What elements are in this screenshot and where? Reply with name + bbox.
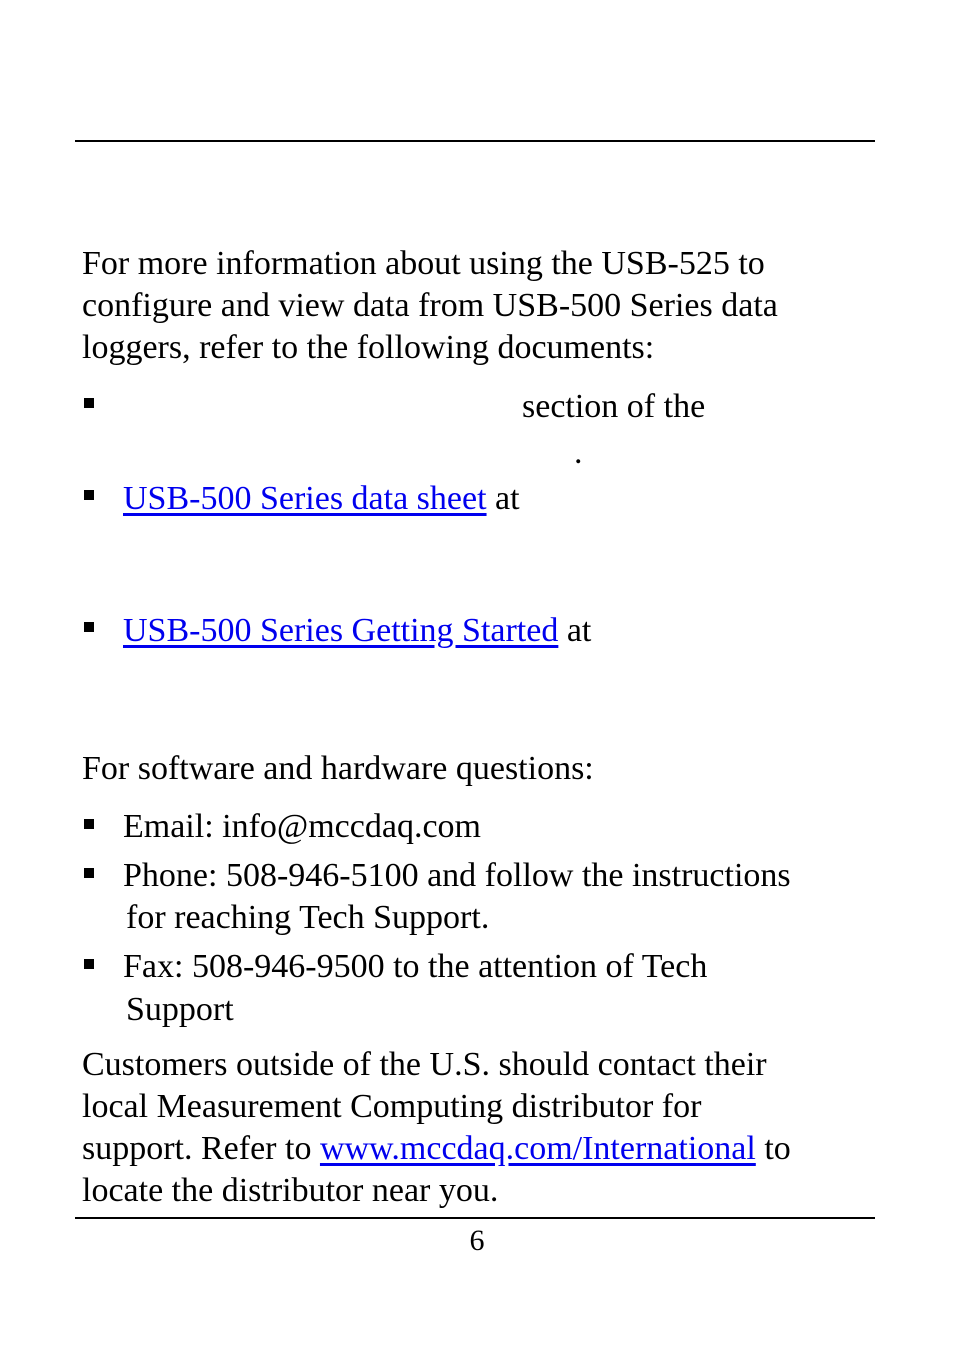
support-fax-continued: Support [126,991,234,1028]
support-phone-continued: for reaching Tech Support. [126,899,490,936]
doc-item-2 [123,478,520,520]
documents-intro-paragraph [82,243,872,369]
page-number: 6 [469,1224,485,1257]
support-email-text: Email: info@mccdaq.com [123,808,481,845]
doc-item-3-suffix: at [558,612,592,649]
bullet-icon [84,868,94,878]
doc-item-3 [123,610,591,652]
footer-rule [75,1217,875,1219]
doc-item-1-period: . [574,434,583,471]
mccdaq-international-link[interactable]: www.mccdaq.com/International [319,1130,756,1167]
support-phone [123,855,791,897]
documents-intro-text: For more information about using the USB-525 to configure and view data from USB-500 Series data loggers, refer to the following documents: [82,245,778,366]
bullet-icon [84,398,94,408]
bullet-icon [84,819,94,829]
bullet-icon [84,490,94,500]
doc-item-1-text: section of the [522,388,706,425]
support-phone-text: Phone: 508-946-5100 and follow the instructions [123,857,791,894]
doc-item-2-suffix: at [486,480,520,517]
support-email [123,806,481,848]
support-fax [123,946,707,988]
support-intro-text: For software and hardware questions: [82,750,594,787]
support-fax-text: Fax: 508-946-9500 to the attention of Tech [123,948,708,985]
header-rule [75,140,875,142]
bullet-icon [84,959,94,969]
bullet-icon [84,622,94,632]
usb-500-getting-started-link[interactable]: USB-500 Series Getting Started [123,612,559,649]
doc-item-1 [522,386,705,428]
support-intro-paragraph [82,748,594,790]
usb-500-data-sheet-link[interactable]: USB-500 Series data sheet [123,480,487,517]
international-support-paragraph: Customers outside of the U.S. should contact their local Measurement Computing distributor for support. Refer to www.mccdaq.com/International to locate the distributor near you. [82,1046,791,1209]
